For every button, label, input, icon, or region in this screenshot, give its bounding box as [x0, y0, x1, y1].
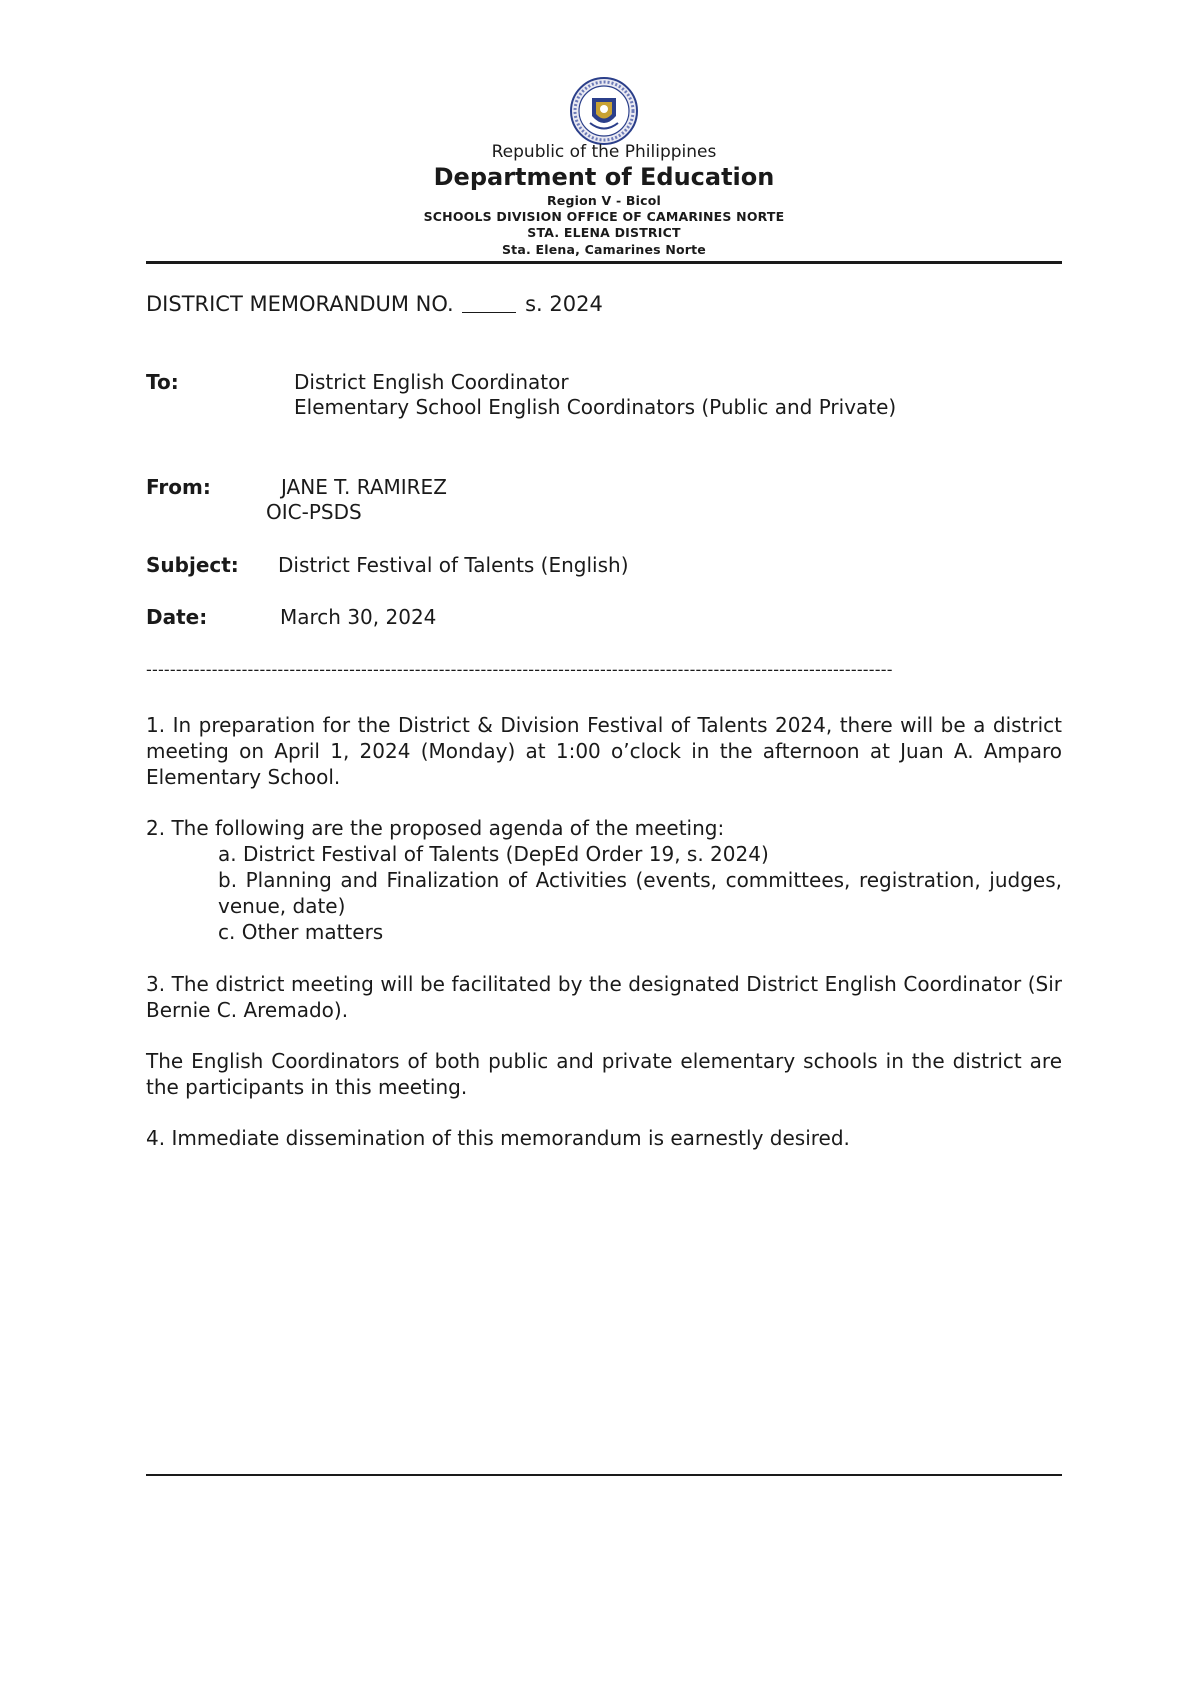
to-recipient-1: District English Coordinator	[294, 370, 569, 394]
paragraph-1: 1. In preparation for the District & Division Festival of Talents 2024, there will be a district meeting on April 1, 2024 (Monday) at 1:00 o’clock in the afternoon at Juan A. Amparo Elementary School.	[146, 713, 1062, 789]
dashed-separator: -----------------------------------------------------------------------------------------------------------------------------	[146, 660, 893, 679]
republic-line: Republic of the Philippines	[491, 142, 717, 162]
paragraph-4: 4. Immediate dissemination of this memorandum is earnestly desired.	[146, 1126, 850, 1150]
to-label: To:	[146, 370, 179, 394]
to-recipient-2: Elementary School English Coordinators (Public and Private)	[294, 395, 897, 419]
from-label: From:	[146, 475, 211, 499]
address-line: Sta. Elena, Camarines Norte	[501, 242, 706, 257]
date-label: Date:	[146, 605, 208, 629]
agenda-item-b: b. Planning and Finalization of Activities (events, committees, registration, judges, venue, date)	[218, 868, 1062, 918]
from-title: OIC-PSDS	[266, 500, 362, 524]
memo-number-suffix: s. 2024	[525, 292, 603, 316]
division-line: SCHOOLS DIVISION OFFICE OF CAMARINES NORTE	[423, 209, 785, 224]
department-title: Department of Education	[433, 163, 775, 191]
from-name: JANE T. RAMIREZ	[281, 475, 447, 499]
paragraph-2: 2. The following are the proposed agenda of the meeting:	[146, 816, 725, 840]
memo-number-blank	[462, 292, 516, 313]
paragraph-3: 3. The district meeting will be facilitated by the designated District English Coordinator (Sir Bernie C. Aremado).	[146, 972, 1062, 1022]
agenda-item-a: a. District Festival of Talents (DepEd Order 19, s. 2024)	[218, 842, 769, 866]
date-value: March 30, 2024	[280, 605, 437, 629]
footer-divider	[146, 1474, 1062, 1476]
memo-number	[146, 292, 603, 316]
memo-number-prefix: DISTRICT MEMORANDUM NO.	[146, 292, 454, 316]
paragraph-participants: The English Coordinators of both public and private elementary schools in the district are the participants in this meeting.	[146, 1049, 1062, 1099]
subject-value: District Festival of Talents (English)	[278, 553, 629, 577]
header-divider	[146, 261, 1062, 264]
district-line: STA. ELENA DISTRICT	[527, 225, 681, 240]
deped-seal-icon	[566, 76, 642, 146]
region-line: Region V - Bicol	[546, 193, 662, 208]
subject-label: Subject:	[146, 553, 239, 577]
agenda-item-c: c. Other matters	[218, 920, 384, 944]
